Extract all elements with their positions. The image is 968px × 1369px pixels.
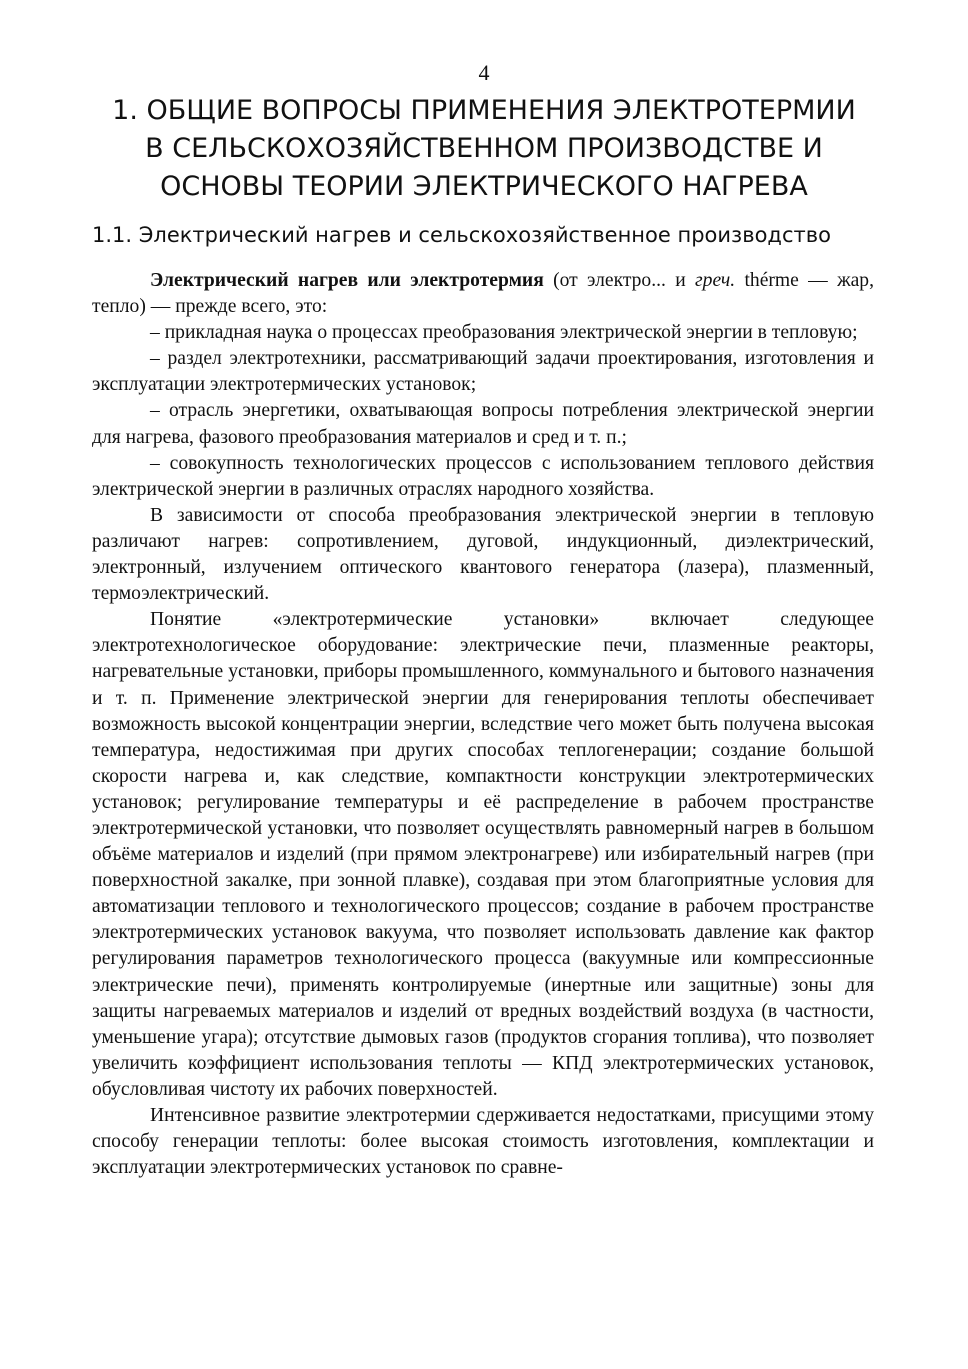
list-item: – отрасль энергетики, охватывающая вопросы потребления электрической энергии для нагрева, фазового преобразования материалов и сред и т. п.; <box>92 400 874 448</box>
chapter-title-line: В СЕЛЬСКОХОЗЯЙСТВЕННОМ ПРОИЗВОДСТВЕ И <box>145 133 823 164</box>
body-text <box>92 268 874 1181</box>
list-item: – раздел электротехники, рассматривающий задачи проектирования, изготовления и эксплуатации электротермических установок; <box>92 348 874 396</box>
intro-text: thérme — жар, тепло) — прежде всего, это: <box>92 270 875 318</box>
paragraph: В зависимости от способа преобразования электрической энергии в тепловую различают нагрев: сопротивлением, дуговой, индукционный, диэлектрический, электронный, излучением оптического квантового генератора (лазера), плазменный, термоэлектрический. <box>92 504 874 605</box>
list-item: – прикладная наука о процессах преобразования электрической энергии в тепловую; <box>150 322 858 344</box>
intro-text: (от электро... и <box>543 270 696 291</box>
intro-paragraph <box>92 268 874 320</box>
page-number: 4 <box>478 60 490 85</box>
greek-abbrev: греч. <box>695 270 736 291</box>
chapter-title <box>0 92 968 206</box>
list-item: – совокупность технологических процессов с использованием теплового действия электрической энергии в различных отраслях народного хозяйства. <box>92 452 874 500</box>
chapter-title-line: ОСНОВЫ ТЕОРИИ ЭЛЕКТРИЧЕСКОГО НАГРЕВА <box>160 171 808 202</box>
section-title: 1.1. Электрический нагрев и сельскохозяйственное производство <box>92 223 831 247</box>
paragraph: Интенсивное развитие электротермии сдерживается недостатками, присущими этому способу генерации теплоты: более высокая стоимость изготовления, комплектации и эксплуатации электротермических установок по сравне- <box>92 1105 874 1179</box>
paragraph: Понятие «электротермические установки» включает следующее электротехнологическое оборудование: электрические печи, плазменные реакторы, нагревательные установки, приборы промышленного, коммунального и бытового назначения и т. п. Применение электрической энергии для генерирования теплоты обеспечивает возможность высокой концентрации энергии, вследствие чего может быть получена высокая температура, недостижимая при других способах теплогенерации; создание большой скорости нагрева и, как следствие, компактности конструкции электротермических установок; регулирование температуры и её распределение в рабочем пространстве электротермической установки, что позволяет осуществлять равномерный нагрев в большом объёме материалов и изделий (при прямом электронагреве) или избирательный нагрев (при поверхностной закалке, при зонной плавке), создавая при этом благоприятные условия для автоматизации теплового и технологического процессов; создание в рабочем пространстве электротермических установок вакуума, что позволяет использовать давление как фактор регулирования параметров технологического процесса (вакуумные или компрессионные электрические печи), применять контролируемые (инертные или защитные) зоны для защиты нагреваемых материалов и изделий от вредных воздействий воздуха (в частности, уменьшение угара); отсутствие дымовых газов (продуктов сгорания топлива), что позволяет увеличить коэффициент использования теплоты — КПД электротермических установок, обусловливая чистоту их рабочих поверхностей. <box>92 609 874 1100</box>
defined-term: Электрический нагрев или электротермия <box>150 270 544 291</box>
chapter-title-line: 1. ОБЩИЕ ВОПРОСЫ ПРИМЕНЕНИЯ ЭЛЕКТРОТЕРМИИ <box>112 95 856 126</box>
